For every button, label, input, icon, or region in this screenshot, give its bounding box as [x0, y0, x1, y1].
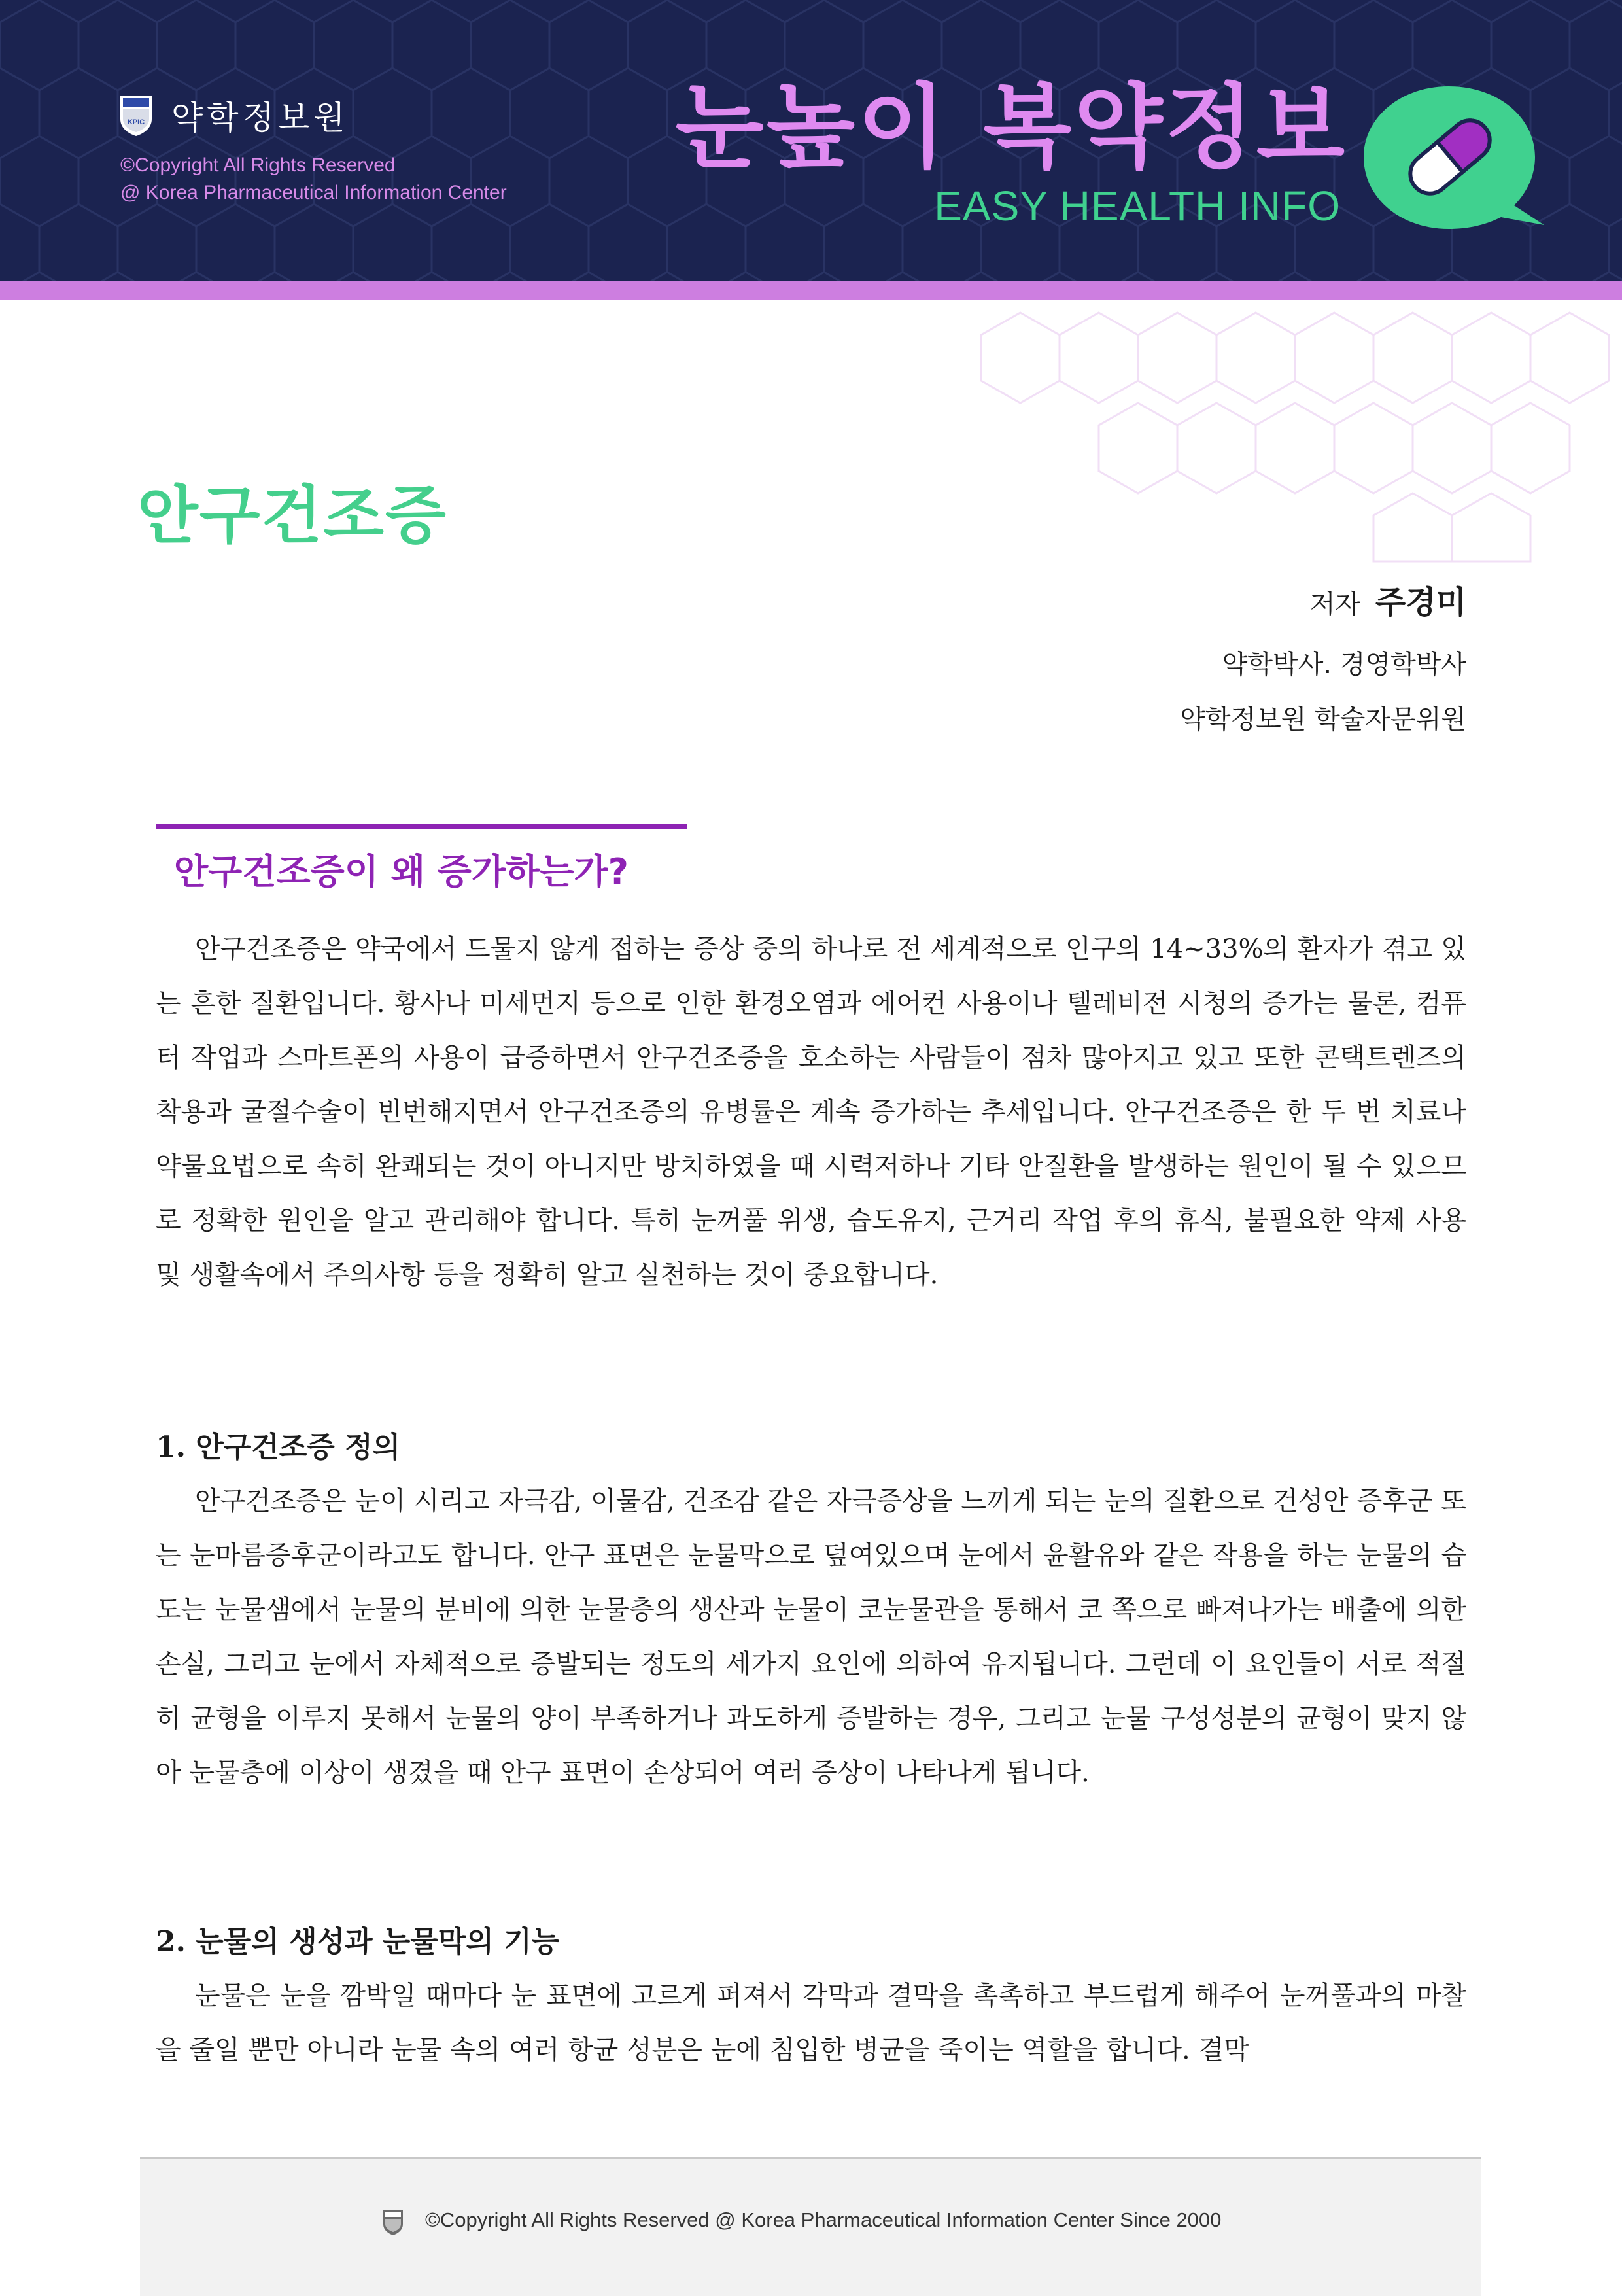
intro-paragraph: 안구건조증은 약국에서 드물지 않게 접하는 증상 중의 하나로 전 세계적으로 인구의 14~33%의 환자가 겪고 있는 흔한 질환입니다. 황사나 미세먼지 등으로 인한 환경오염과 에어컨 사용이나 텔레비전 시청의 증가는 물론, 컴퓨터 작업과 스마트폰의 사용이 급증하면서 안구건조증을 호소하는 사람들이 점차 많아지고 있고 또한 콘택트렌즈의 착용과 굴절수술이 빈번해지면서 안구건조증의 유병률은 계속 증가하는 추세입니다. 안구건조증은 한 두 번 치료나 약물요법으로 속히 완쾌되는 것이 아니지만 방치하였을 때 시력저하나 기타 안질환을 발생하는 원인이 될 수 있으므로 정확한 원인을 알고 관리해야 합니다. 특히 눈꺼풀 위생, 습도유지, 근거리 작업 후의 휴식, 불필요한 약제 사용 및 생활속에서 주의사항 등을 정확히 알고 실천하는 것이 중요합니다.	[156, 934, 1466, 1290]
brand-title: 눈높이 복약정보	[675, 75, 1347, 181]
document-title: 안구건조증	[137, 479, 447, 552]
org-brand	[118, 92, 349, 139]
pill-capsule-icon	[1364, 77, 1547, 234]
subsection-2-heading: 2. 눈물의 생성과 눈물막의 기능	[156, 1925, 560, 1958]
page-footer	[140, 2157, 1481, 2296]
background-hexagon-icon	[903, 300, 1622, 574]
section-heading: 안구건조증이 왜 증가하는가?	[174, 851, 629, 892]
header-copyright-line2: @ Korea Pharmaceutical Information Center	[120, 182, 507, 203]
author-name: 주경미	[1375, 584, 1466, 621]
logo-text: KPIC	[127, 118, 145, 126]
subsection-1-paragraph: 안구건조증은 눈이 시리고 자극감, 이물감, 건조감 같은 자극증상을 느끼게 되는 눈의 질환으로 건성안 증후군 또는 눈마름증후군이라고도 합니다. 안구 표면은 눈물막으로 덮여있으며 눈에서 윤활유와 같은 작용을 하는 눈물의 습도는 눈물샘에서 눈물의 분비에 의한 눈물층의 생산과 눈물이 코눈물관을 통해서 코 쪽으로 빠져나가는 배출에 의한 손실, 그리고 눈에서 자체적으로 증발되는 정도의 세가지 요인에 의하여 유지됩니다. 그런데 이 요인들이 서로 적절히 균형을 이루지 못해서 눈물의 양이 부족하거나 과도하게 증발하는 경우, 그리고 눈물 구성성분의 균형이 맞지 않아 눈물층에 이상이 생겼을 때 안구 표면이 손상되어 여러 증상이 나타나게 됩니다.	[156, 1486, 1466, 1788]
kpic-shield-icon	[382, 2208, 404, 2236]
brand-subtitle: EASY HEALTH INFO	[934, 183, 1341, 230]
author-prefix: 저자	[1309, 589, 1361, 619]
org-name: 약학정보원	[171, 99, 349, 137]
page-header	[0, 0, 1622, 281]
author-affiliation-1: 약학박사. 경영학박사	[1222, 650, 1466, 680]
footer-copyright: ©Copyright All Rights Reserved @ Korea Pharmaceutical Information Center Since 2000	[425, 2208, 1222, 2231]
subsection-1-heading: 1. 안구건조증 정의	[156, 1431, 401, 1464]
kpic-shield-icon	[118, 93, 154, 137]
author-affiliation-2: 약학정보원 학술자문위원	[1180, 704, 1466, 735]
header-stripe	[0, 281, 1622, 300]
header-copyright-line1: ©Copyright All Rights Reserved	[120, 154, 396, 176]
author-line	[1310, 577, 1466, 622]
subsection-2-paragraph: 눈물은 눈을 깜박일 때마다 눈 표면에 고르게 퍼져서 각막과 결막을 촉촉하고 부드럽게 해주어 눈꺼풀과의 마찰을 줄일 뿐만 아니라 눈물 속의 여러 항균 성분은 눈에 침입한 병균을 죽이는 역할을 합니다. 결막	[156, 1981, 1466, 2065]
section-rule	[156, 824, 687, 829]
